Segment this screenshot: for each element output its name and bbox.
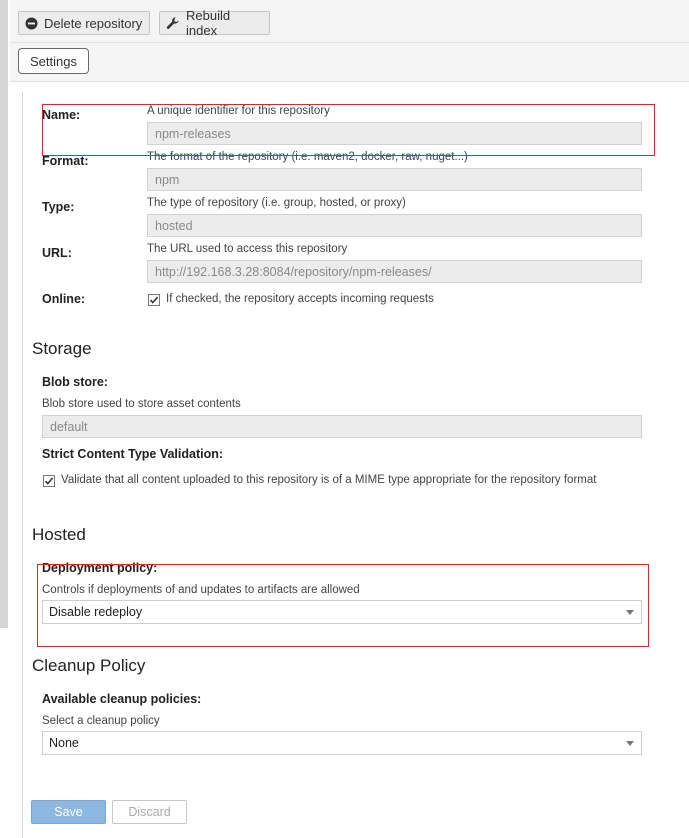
url-label: URL: — [42, 246, 72, 260]
format-label: Format: — [42, 154, 89, 168]
strict-validation-checkbox[interactable] — [43, 475, 55, 487]
tab-settings[interactable]: Settings — [18, 48, 89, 74]
strict-validation-help: Validate that all content uploaded to this repository is of a MIME type appropriate for the repository format — [61, 474, 597, 486]
toolbar — [10, 0, 689, 43]
strict-validation-label: Strict Content Type Validation: — [42, 447, 224, 461]
name-label: Name: — [42, 108, 81, 122]
cleanup-heading: Cleanup Policy — [32, 656, 146, 675]
checkmark-icon — [44, 476, 54, 486]
deployment-policy-select[interactable] — [42, 600, 642, 624]
deployment-policy-help: Controls if deployments of and updates to artifacts are allowed — [42, 584, 360, 596]
left-scroll-strip — [0, 0, 8, 628]
cleanup-policy-value: None — [49, 736, 79, 750]
delete-repository-label: Delete repository — [44, 15, 143, 31]
save-button[interactable]: Save — [31, 800, 106, 824]
online-label: Online: — [42, 292, 86, 306]
discard-button[interactable]: Discard — [112, 800, 187, 824]
type-help: The type of repository (i.e. group, hosted, or proxy) — [147, 197, 406, 209]
chevron-down-icon — [626, 610, 634, 615]
wrench-icon — [166, 16, 180, 30]
url-field[interactable]: http://192.168.3.28:8084/repository/npm-releases/ — [147, 260, 642, 283]
name-help: A unique identifier for this repository — [147, 105, 330, 117]
rebuild-index-button[interactable] — [159, 8, 270, 38]
cleanup-policy-select[interactable] — [42, 731, 642, 755]
deployment-policy-value: Disable redeploy — [49, 605, 143, 619]
blob-store-help: Blob store used to store asset contents — [42, 398, 241, 410]
online-checkbox[interactable] — [148, 294, 160, 306]
format-help: The format of the repository (i.e. maven2, docker, raw, nuget...) — [147, 151, 468, 163]
name-field[interactable]: npm-releases — [147, 122, 642, 145]
online-help: If checked, the repository accepts incoming requests — [166, 293, 434, 305]
cleanup-policies-label: Available cleanup policies: — [42, 692, 202, 706]
rebuild-index-label: Rebuild index — [186, 8, 231, 38]
minus-circle-icon — [25, 17, 38, 30]
deployment-policy-label: Deployment policy: — [42, 561, 158, 575]
checkmark-icon — [149, 295, 159, 305]
blob-store-field[interactable]: default — [42, 415, 642, 438]
hosted-heading: Hosted — [32, 525, 86, 544]
blob-store-label: Blob store: — [42, 375, 108, 389]
delete-repository-button[interactable] — [18, 11, 150, 35]
chevron-down-icon — [626, 741, 634, 746]
url-help: The URL used to access this repository — [147, 243, 348, 255]
type-label: Type: — [42, 200, 75, 214]
type-field[interactable]: hosted — [147, 214, 642, 237]
format-field[interactable]: npm — [147, 168, 642, 191]
storage-heading: Storage — [32, 339, 92, 358]
cleanup-policies-help: Select a cleanup policy — [42, 715, 160, 727]
tab-bar — [10, 43, 689, 82]
